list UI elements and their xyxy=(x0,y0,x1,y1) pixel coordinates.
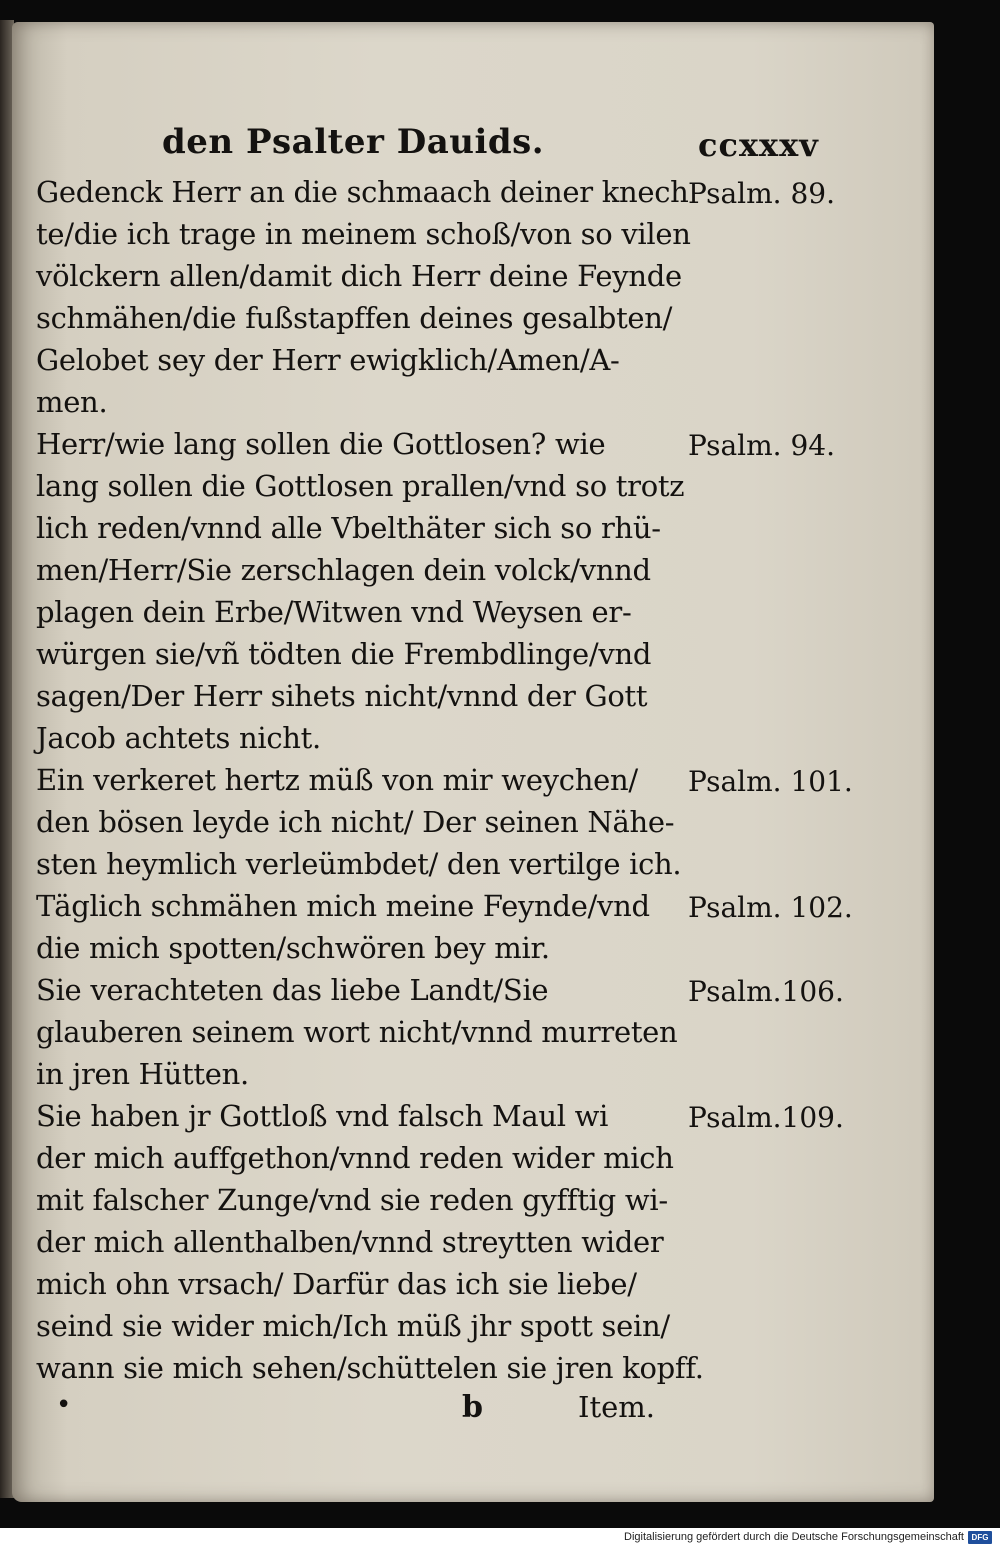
text-line: te/die ich trage in meinem schoß/von so vilen xyxy=(36,217,691,251)
margin-ref-psalm-94: Psalm. 94. xyxy=(688,429,835,462)
page-mark-dot: • xyxy=(56,1390,72,1420)
text-line: würgen sie/vñ tödten die Frembdlinge/vnd xyxy=(36,637,652,671)
text-line: plagen dein Erbe/Witwen vnd Weysen er- xyxy=(36,595,632,629)
text-line: men. xyxy=(36,385,108,419)
text-line: Jacob achtets nicht. xyxy=(36,721,321,755)
dfg-logo-icon: DFG xyxy=(968,1531,992,1544)
text-line: lang sollen die Gottlosen prallen/vnd so trotz xyxy=(36,469,685,503)
text-line: schmähen/die fußstapffen deines gesalbten/ xyxy=(36,301,673,335)
text-line: sten heymlich verleümbdet/ den vertilge ich. xyxy=(36,847,682,881)
text-line: in jren Hütten. xyxy=(36,1057,249,1091)
text-line: men/Herr/Sie zerschlagen dein volck/vnnd xyxy=(36,553,651,587)
margin-ref-psalm-89: Psalm. 89. xyxy=(688,177,835,210)
text-line: glauberen seinem wort nicht/vnnd murreten xyxy=(36,1015,678,1049)
text-line: der mich auffgethon/vnnd reden wider mich xyxy=(36,1141,674,1175)
text-line: Gelobet sey der Herr ewigklich/Amen/A- xyxy=(36,343,620,377)
text-line: der mich allenthalben/vnnd streytten wider xyxy=(36,1225,664,1259)
text-line: lich reden/vnnd alle Vbelthäter sich so rhü- xyxy=(36,511,661,545)
margin-ref-psalm-106: Psalm.106. xyxy=(688,975,844,1008)
margin-ref-psalm-109: Psalm.109. xyxy=(688,1101,844,1134)
text-line: völckern allen/damit dich Herr deine Feynde xyxy=(36,259,682,293)
text-line: Täglich schmähen mich meine Feynde/vnd xyxy=(36,889,650,923)
text-line: mit falscher Zunge/vnd sie reden gyfftig wi- xyxy=(36,1183,668,1217)
text-line: wann sie mich sehen/schüttelen sie jren kopff. xyxy=(36,1351,704,1385)
footer-bar xyxy=(0,1528,1000,1548)
text-line: Gedenck Herr an die schmaach deiner knech xyxy=(36,175,689,209)
folio-number: ccxxxv xyxy=(698,126,819,164)
margin-ref-psalm-101: Psalm. 101. xyxy=(688,765,853,798)
text-line: Sie verachteten das liebe Landt/Sie xyxy=(36,973,549,1007)
running-head: den Psalter Dauids. xyxy=(162,122,545,162)
text-line: die mich spotten/schwören bey mir. xyxy=(36,931,550,965)
text-line: Sie haben jr Gottloß vnd falsch Maul wi xyxy=(36,1099,609,1133)
text-line: sagen/Der Herr sihets nicht/vnnd der Gott xyxy=(36,679,648,713)
text-line: Ein verkeret hertz müß von mir weychen/ xyxy=(36,763,638,797)
margin-ref-psalm-102: Psalm. 102. xyxy=(688,891,853,924)
signature-mark: b xyxy=(462,1390,483,1425)
text-line: den bösen leyde ich nicht/ Der seinen Nähe- xyxy=(36,805,675,839)
text-line: mich ohn vrsach/ Darfür das ich sie liebe/ xyxy=(36,1267,637,1301)
book-page xyxy=(12,22,934,1502)
footer-credit: Digitalisierung gefördert durch die Deutsche Forschungsgemeinschaft xyxy=(624,1531,964,1543)
catchword: Item. xyxy=(578,1390,655,1424)
text-line: Herr/wie lang sollen die Gottlosen? wie xyxy=(36,427,606,461)
text-line: seind sie wider mich/Ich müß jhr spott sein/ xyxy=(36,1309,670,1343)
